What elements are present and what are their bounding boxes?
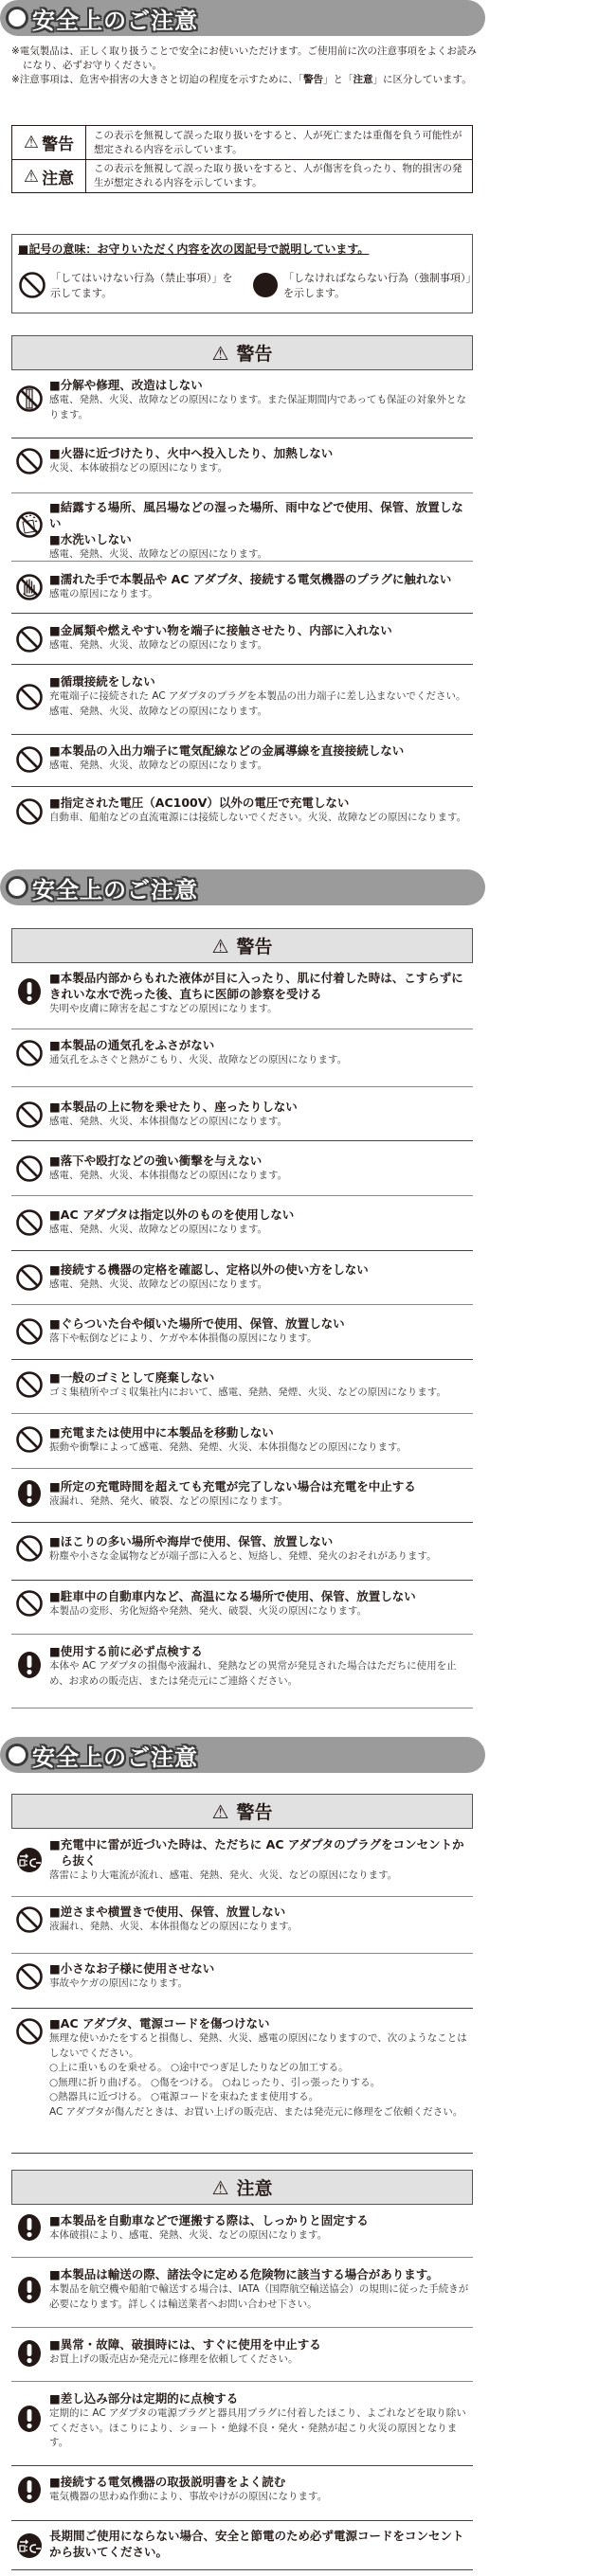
- warning-triangle-icon: ⚠: [23, 133, 40, 152]
- section-header: [0, 1737, 485, 1773]
- circle-bullet-icon: [6, 7, 28, 29]
- caution-triangle-icon: ⚠: [211, 2175, 229, 2199]
- legend-desc-caution: この表示を無視して誤った取り扱いをすると、人が傷害を負ったり、物的損害の発生が想定される内容を示しています。: [94, 163, 462, 188]
- prohibited-icon: [15, 683, 44, 711]
- divider: [11, 664, 473, 665]
- warning-triangle-icon: ⚠: [211, 341, 229, 365]
- circle-bullet-icon: [6, 1744, 28, 1766]
- mandatory-icon: [15, 977, 44, 1006]
- prohibited-icon: [15, 1370, 44, 1399]
- divider: [11, 2520, 473, 2521]
- mandatory-icon: [15, 1651, 44, 1679]
- divider: [11, 1086, 473, 1087]
- divider: [11, 561, 473, 562]
- prohibited-icon: [15, 1154, 44, 1183]
- divider: [11, 2327, 473, 2328]
- no-disassembly-icon: [15, 385, 44, 413]
- prohibited-icon: [15, 625, 44, 653]
- prohibited-icon: [15, 1100, 44, 1129]
- divider: [11, 613, 473, 614]
- warning-band: ⚠ 警告: [11, 928, 473, 963]
- warning-triangle-icon: ⚠: [211, 934, 229, 957]
- divider: [11, 2381, 473, 2382]
- mandatory-icon: [15, 2213, 44, 2242]
- circle-bullet-icon: [6, 876, 28, 899]
- divider: [11, 1953, 473, 1954]
- divider: [11, 1359, 473, 1360]
- prohibited-icon: [15, 1039, 44, 1067]
- unplug-icon: [15, 2531, 44, 2560]
- divider: [11, 2153, 473, 2154]
- prohibited-icon: [15, 1534, 44, 1563]
- unplug-icon: [15, 1846, 44, 1874]
- divider: [11, 2008, 473, 2009]
- divider: [11, 1522, 473, 1523]
- divider: [11, 1580, 473, 1581]
- prohibited-icon: [15, 1425, 44, 1454]
- symbol-mandatory: 「しなければならない行為（強制事項）」を示します。: [251, 271, 473, 301]
- symbol-meaning-heading: ■記号の意味：お守りいただく内容を次の図記号で説明しています。: [18, 242, 370, 256]
- divider: [11, 1896, 473, 1897]
- prohibited-icon: [15, 1962, 44, 1991]
- section-title: 安全上のご注意: [32, 7, 198, 34]
- intro-text: [11, 45, 485, 87]
- divider: [11, 1250, 473, 1251]
- intro-line-2: ※注意事項は、危害や損害の大きさと切迫の程度を示すために、「警告」と「注意」に区分しています。: [11, 74, 472, 85]
- section-title: 安全上のご注意: [32, 1744, 198, 1771]
- divider: [11, 2569, 473, 2570]
- symbol-prohibited: 「してはいけない行為（禁止事項）」を示してます。: [18, 271, 240, 301]
- prohibited-icon: [18, 271, 46, 299]
- legend-label-caution: 注意: [42, 169, 75, 188]
- divider: [11, 1304, 473, 1305]
- legend-row-caution: [12, 159, 472, 192]
- section-title: 安全上のご注意: [32, 876, 198, 903]
- symbol-meaning-box: [11, 234, 473, 313]
- prohibited-icon: [15, 797, 44, 826]
- prohibited-icon: [15, 1317, 44, 1346]
- prohibited-icon: [15, 745, 44, 774]
- divider: [11, 786, 473, 787]
- legend-table: [11, 125, 473, 193]
- prohibited-icon: [15, 1905, 44, 1934]
- divider: [11, 1413, 473, 1414]
- divider: [11, 2257, 473, 2258]
- legend-label-warning: 警告: [42, 135, 75, 154]
- caution-triangle-icon: ⚠: [23, 166, 40, 187]
- filled-circle-icon: [251, 271, 280, 299]
- legend-desc-warning: この表示を無視して誤った取り扱いをすると、人が死亡または重傷を負う可能性が想定される内容を示しています。: [94, 129, 462, 155]
- divider: [11, 1195, 473, 1196]
- mandatory-icon: [15, 2405, 44, 2433]
- prohibited-icon: [15, 1589, 44, 1618]
- mandatory-icon: [15, 2339, 44, 2368]
- divider: [11, 734, 473, 735]
- mandatory-icon: [15, 1479, 44, 1508]
- warning-triangle-icon: ⚠: [211, 1799, 229, 1823]
- divider: [11, 492, 473, 493]
- divider: [11, 2465, 473, 2466]
- section-header: [0, 869, 485, 905]
- divider: [11, 1468, 473, 1469]
- warning-band: ⚠ 警告: [11, 335, 473, 370]
- mandatory-icon: [15, 2476, 44, 2504]
- section-header: [0, 0, 485, 36]
- legend-row-warning: [12, 126, 472, 159]
- prohibited-icon: [15, 2017, 44, 2046]
- prohibited-icon: [15, 1208, 44, 1237]
- prohibited-icon: [15, 447, 44, 475]
- intro-line-1: ※電気製品は、正しく取り扱うことで安全にお使いいただけます。ご使用前に次の注意事項をよくお読みになり、必ずお守りください。: [11, 45, 477, 71]
- divider: [11, 1140, 473, 1141]
- divider: [11, 1634, 473, 1635]
- no-water-icon: [15, 510, 44, 539]
- warning-band: ⚠ 警告: [11, 1794, 473, 1829]
- prohibited-icon: [15, 1263, 44, 1292]
- no-wet-hands-icon: [15, 573, 44, 601]
- caution-band: ⚠ 注意: [11, 2170, 473, 2205]
- mandatory-icon: [15, 2276, 44, 2304]
